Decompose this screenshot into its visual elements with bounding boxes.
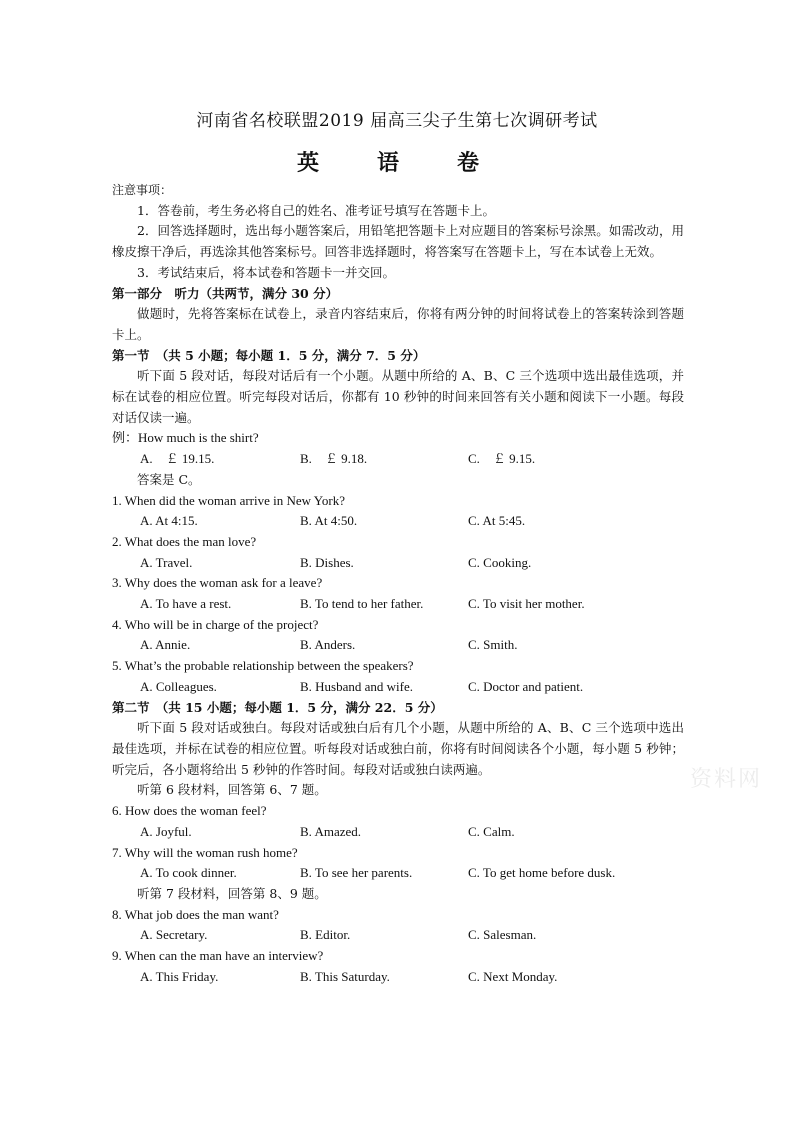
example-option-c: C. ￡ 9.15.: [468, 451, 536, 467]
question-5: 5. What’s the probable relationship between the speakers?: [112, 658, 414, 674]
material-6-instruction: 听第 6 段材料，回答第 6、7 题。: [137, 782, 327, 798]
question-1: 1. When did the woman arrive in New York?: [112, 492, 345, 508]
material-7-instruction: 听第 7 段材料，回答第 8、9 题。: [137, 885, 327, 901]
question-9-option-c: C. Next Monday.: [468, 968, 558, 984]
section1-intro: 听下面 5 段对话，每段对话后有一个小题。从题中所给的 A、B、C 三个选项中选出最佳选项，并标在试卷的相应位置。听完每段对话后，你都有 10 秒钟的时间来回答有关小题和阅读下一小题。每段对话仅读一遍。: [112, 368, 684, 425]
question-9-option-a: A. This Friday.: [140, 968, 219, 984]
notice-item-3: 3．考试结束后，将本试卷和答题卡一并交回。: [137, 264, 395, 280]
part1-heading: 第一部分 听力（共两节，满分 30 分）: [112, 285, 339, 301]
question-8-option-c: C. Salesman.: [468, 927, 537, 943]
question-3-option-a: A. To have a rest.: [140, 596, 232, 612]
question-1-option-a: A. At 4:15.: [140, 513, 198, 529]
question-7-option-c: C. To get home before dusk.: [468, 865, 616, 881]
question-2-option-b: B. Dishes.: [300, 554, 354, 570]
question-6-option-b: B. Amazed.: [300, 823, 362, 839]
section1-heading: 第一节 （共 5 小题；每小题 1．5 分，满分 7．5 分）: [112, 347, 426, 363]
question-4-options: [112, 635, 684, 656]
question-1-option-c: C. At 5:45.: [468, 513, 526, 529]
question-2-option-c: C. Cooking.: [468, 554, 532, 570]
part1-intro: 做题时，先将答案标在试卷上，录音内容结束后，你将有两分钟的时间将试卷上的答案转涂到答题卡上。: [112, 306, 684, 342]
question-1-options: [112, 511, 684, 532]
question-7-option-b: B. To see her parents.: [300, 865, 413, 881]
question-7-options: [112, 863, 684, 884]
question-2-options: [112, 553, 684, 574]
question-4-option-b: B. Anders.: [300, 637, 356, 653]
question-9: 9. When can the man have an interview?: [112, 948, 324, 964]
example-option-a: A. ￡ 19.15.: [140, 451, 215, 467]
exam-title: 河南省名校联盟2019 届高三尖子生第七次调研考试: [196, 111, 598, 131]
question-6: 6. How does the woman feel?: [112, 803, 267, 819]
example-answer: 答案是 C。: [137, 471, 201, 487]
notice-item-1: 1．答卷前，考生务必将自己的姓名、准考证号填写在答题卡上。: [137, 202, 495, 218]
section2-heading: 第二节 （共 15 小题；每小题 1．5 分，满分 22．5 分）: [112, 699, 443, 715]
question-5-options: [112, 677, 684, 698]
example-option-b: B. ￡ 9.18.: [300, 451, 368, 467]
question-7-option-a: A. To cook dinner.: [140, 865, 237, 881]
question-2: 2. What does the man love?: [112, 533, 257, 549]
question-5-option-b: B. Husband and wife.: [300, 678, 414, 694]
exam-content: [112, 180, 684, 987]
question-3-options: [112, 594, 684, 615]
question-3-option-b: B. To tend to her father.: [300, 596, 424, 612]
question-4: 4. Who will be in charge of the project?: [112, 616, 319, 632]
question-2-option-a: A. Travel.: [140, 554, 193, 570]
question-8-option-b: B. Editor.: [300, 927, 351, 943]
question-5-option-c: C. Doctor and patient.: [468, 678, 584, 694]
question-8: 8. What job does the man want?: [112, 906, 279, 922]
question-8-option-a: A. Secretary.: [140, 927, 208, 943]
question-8-options: [112, 925, 684, 946]
notice-item-2: 2．回答选择题时，选出每小题答案后，用铅笔把答题卡上对应题目的答案标号涂黑。如需改动，用橡皮擦干净后，再选涂其他答案标号。回答非选择题时，将答案写在答题卡上，写在本试卷上无效。: [112, 223, 684, 260]
question-6-options: [112, 822, 684, 843]
question-1-option-b: B. At 4:50.: [300, 513, 358, 529]
question-3-option-c: C. To visit her mother.: [468, 596, 585, 612]
question-7: 7. Why will the woman rush home?: [112, 844, 298, 860]
exam-subtitle: 英 语 卷: [296, 150, 497, 176]
question-4-option-c: C. Smith.: [468, 637, 518, 653]
notice-heading: 注意事项：: [112, 183, 173, 197]
section2-intro: 听下面 5 段对话或独白。每段对话或独白后有几个小题，从题中所给的 A、B、C 三个选项中选出最佳选项，并标在试卷的相应位置。听每段对话或独白前，你将有时间阅读各个小题，每小题 5 秒钟；听完后，各小题将给出 5 秒钟的作答时间。每段对话或独白读两遍。: [112, 720, 684, 777]
question-6-option-c: C. Calm.: [468, 823, 515, 839]
question-9-option-b: B. This Saturday.: [300, 968, 390, 984]
example-options: [112, 449, 684, 470]
question-6-option-a: A. Joyful.: [140, 823, 192, 839]
example-question: 例：How much is the shirt?: [112, 430, 259, 446]
question-5-option-a: A. Colleagues.: [140, 678, 217, 694]
question-9-options: [112, 967, 684, 988]
watermark: 资料网: [690, 767, 763, 792]
question-3: 3. Why does the woman ask for a leave?: [112, 575, 323, 591]
question-4-option-a: A. Annie.: [140, 637, 191, 653]
